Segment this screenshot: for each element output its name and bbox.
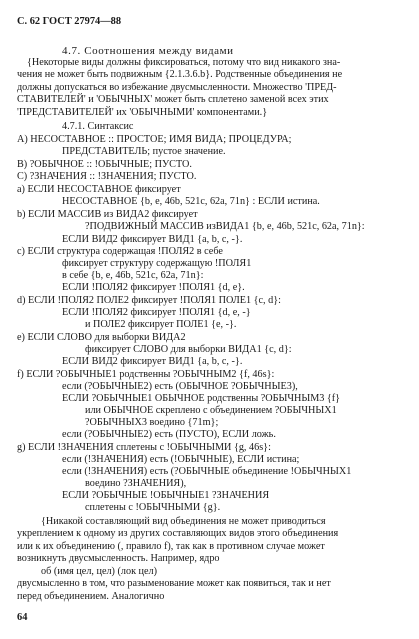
rule-line: ЕСЛИ ?ОБЫЧНЫЕ1 ОБЫЧНОЕ родственны ?ОБЫЧНЫМ3 {f} bbox=[62, 393, 341, 404]
rule-line: если (!ЗНАЧЕНИЯ) есть (?ОБЫЧНЫЕ объединение !ОБЫЧНЫХ1 bbox=[62, 466, 352, 477]
rule-line: ?ОБЫЧНЫХ3 воедино {71m}; bbox=[85, 417, 219, 428]
rule-b: b) ЕСЛИ МАССИВ из ВИДА2 фиксирует bbox=[17, 209, 198, 220]
rule-line: ЕСЛИ ВИД2 фиксирует ВИД1 {а, b, с, -}. bbox=[62, 356, 243, 367]
rule-line: ЕСЛИ ?ОБЫЧНЫЕ !ОБЫЧНЫЕ1 ?ЗНАЧЕНИЯ bbox=[62, 490, 270, 501]
rule-line: если (!ЗНАЧЕНИЯ) есть (!ОБЫЧНЫЕ), ЕСЛИ истина; bbox=[62, 454, 300, 465]
rule-f: f) ЕСЛИ ?ОБЫЧНЫЕ1 родственны ?ОБЫЧНЫМ2 {f, 46s}: bbox=[17, 369, 275, 380]
rule-line: или ОБЫЧНОЕ скреплено с объединением ?ОБЫЧНЫХ1 bbox=[85, 405, 337, 416]
page-header: С. 62 ГОСТ 27974—88 bbox=[17, 16, 122, 27]
rule-A: А) НЕСОСТАВНОЕ :: ПРОСТОЕ; ИМЯ ВИДА; ПРОЦЕДУРА; bbox=[17, 134, 292, 145]
comment-line: двусмысленно в том, что разыменование может как появиться, так и нет bbox=[17, 578, 331, 589]
rule-line: воедино ?ЗНАЧЕНИЯ), bbox=[85, 478, 187, 489]
rule-C: С) ?ЗНАЧЕНИЯ :: !ЗНАЧЕНИЯ; ПУСТО. bbox=[17, 171, 197, 182]
rule-line: ЕСЛИ !ПОЛЯ2 фиксирует !ПОЛЯ1 {d, е, -} bbox=[62, 307, 251, 318]
rule-line: фиксирует структуру содержащую !ПОЛЯ1 bbox=[62, 258, 252, 269]
rule-d: d) ЕСЛИ !ПОЛЯ2 ПОЛЕ2 фиксирует !ПОЛЯ1 ПОЛЕ1 {с, d}: bbox=[17, 295, 281, 306]
rule-line: сплетены с !ОБЫЧНЫМИ {g}. bbox=[85, 502, 221, 513]
section-title: 4.7. Соотношения между видами bbox=[62, 45, 234, 57]
rule-line: ЕСЛИ ВИД2 фиксирует ВИД1 {а, b, с, -}. bbox=[62, 234, 243, 245]
body-line: чения не может быть подвижным {2.1.3.6.b}. Родственные объединения не bbox=[17, 69, 343, 80]
example-code: об (имя цел, цел) (лок цел) bbox=[41, 566, 158, 577]
rule-line: ?ПОДВИЖНЫЙ МАССИВ изВИДА1 {b, е, 46b, 521c, 62а, 71n}: bbox=[85, 221, 365, 232]
comment-line: или к их объединению (, правило f), так как в противном случае может bbox=[17, 541, 325, 552]
rule-a: а) ЕСЛИ НЕСОСТАВНОЕ фиксирует bbox=[17, 184, 181, 195]
rule-line: ПРЕДСТАВИТЕЛЬ; пустое значение. bbox=[62, 146, 226, 157]
rule-line: и ПОЛЕ2 фиксирует ПОЛЕ1 {е, -}. bbox=[85, 319, 237, 330]
rule-e: е) ЕСЛИ СЛОВО для выборки ВИДА2 bbox=[17, 332, 186, 343]
rule-c: с) ЕСЛИ структура содержащая !ПОЛЯ2 в себе bbox=[17, 246, 223, 257]
body-line: {Некоторые виды должны фиксироваться, потому что вид никакого зна- bbox=[27, 57, 341, 68]
rule-line: если (?ОБЫЧНЫЕ2) есть (ОБЫЧНОЕ ?ОБЫЧНЫЕ3), bbox=[62, 381, 298, 392]
rule-line: в себе {b, е, 46b, 521c, 62а, 71n}: bbox=[62, 270, 204, 281]
comment-line: возникнуть двусмысленность. Например, ядро bbox=[17, 553, 220, 564]
page-number: 64 bbox=[17, 612, 28, 623]
rule-B: В) ?ОБЫЧНОЕ :: !ОБЫЧНЫЕ; ПУСТО. bbox=[17, 159, 192, 170]
subsection-title: 4.7.1. Синтаксис bbox=[62, 121, 134, 132]
body-line: должны допускаться во избежание двусмысленности. Множество 'ПРЕД- bbox=[17, 82, 337, 93]
comment-line: перед объединением. Аналогично bbox=[17, 591, 165, 602]
body-line: 'ПРЕДСТАВИТЕЛЕЙ' их 'ОБЫЧНЫМИ' компонентами.} bbox=[17, 107, 268, 118]
rule-line: если (?ОБЫЧНЫЕ2) есть (ПУСТО), ЕСЛИ ложь. bbox=[62, 429, 276, 440]
rule-line: НЕСОСТАВНОЕ {b, е, 46b, 521c, 62а, 71n} : ЕСЛИ истина. bbox=[62, 196, 320, 207]
rule-line: ЕСЛИ !ПОЛЯ2 фиксирует !ПОЛЯ1 {d, е}. bbox=[62, 282, 245, 293]
comment-line: {Никакой составляющий вид объединения не может приводиться bbox=[41, 516, 326, 527]
comment-line: укреплением к одному из других составляющих видов этого объединения bbox=[17, 528, 339, 539]
rule-line: фиксирует СЛОВО для выборки ВИДА1 {с, d}: bbox=[85, 344, 292, 355]
body-line: СТАВИТЕЛЕЙ' и 'ОБЫЧНЫХ' может быть сплетено заменой всех этих bbox=[17, 94, 329, 105]
rule-g: g) ЕСЛИ !ЗНАЧЕНИЯ сплетены с !ОБЫЧНЫМИ {g, 46s}: bbox=[17, 442, 271, 453]
